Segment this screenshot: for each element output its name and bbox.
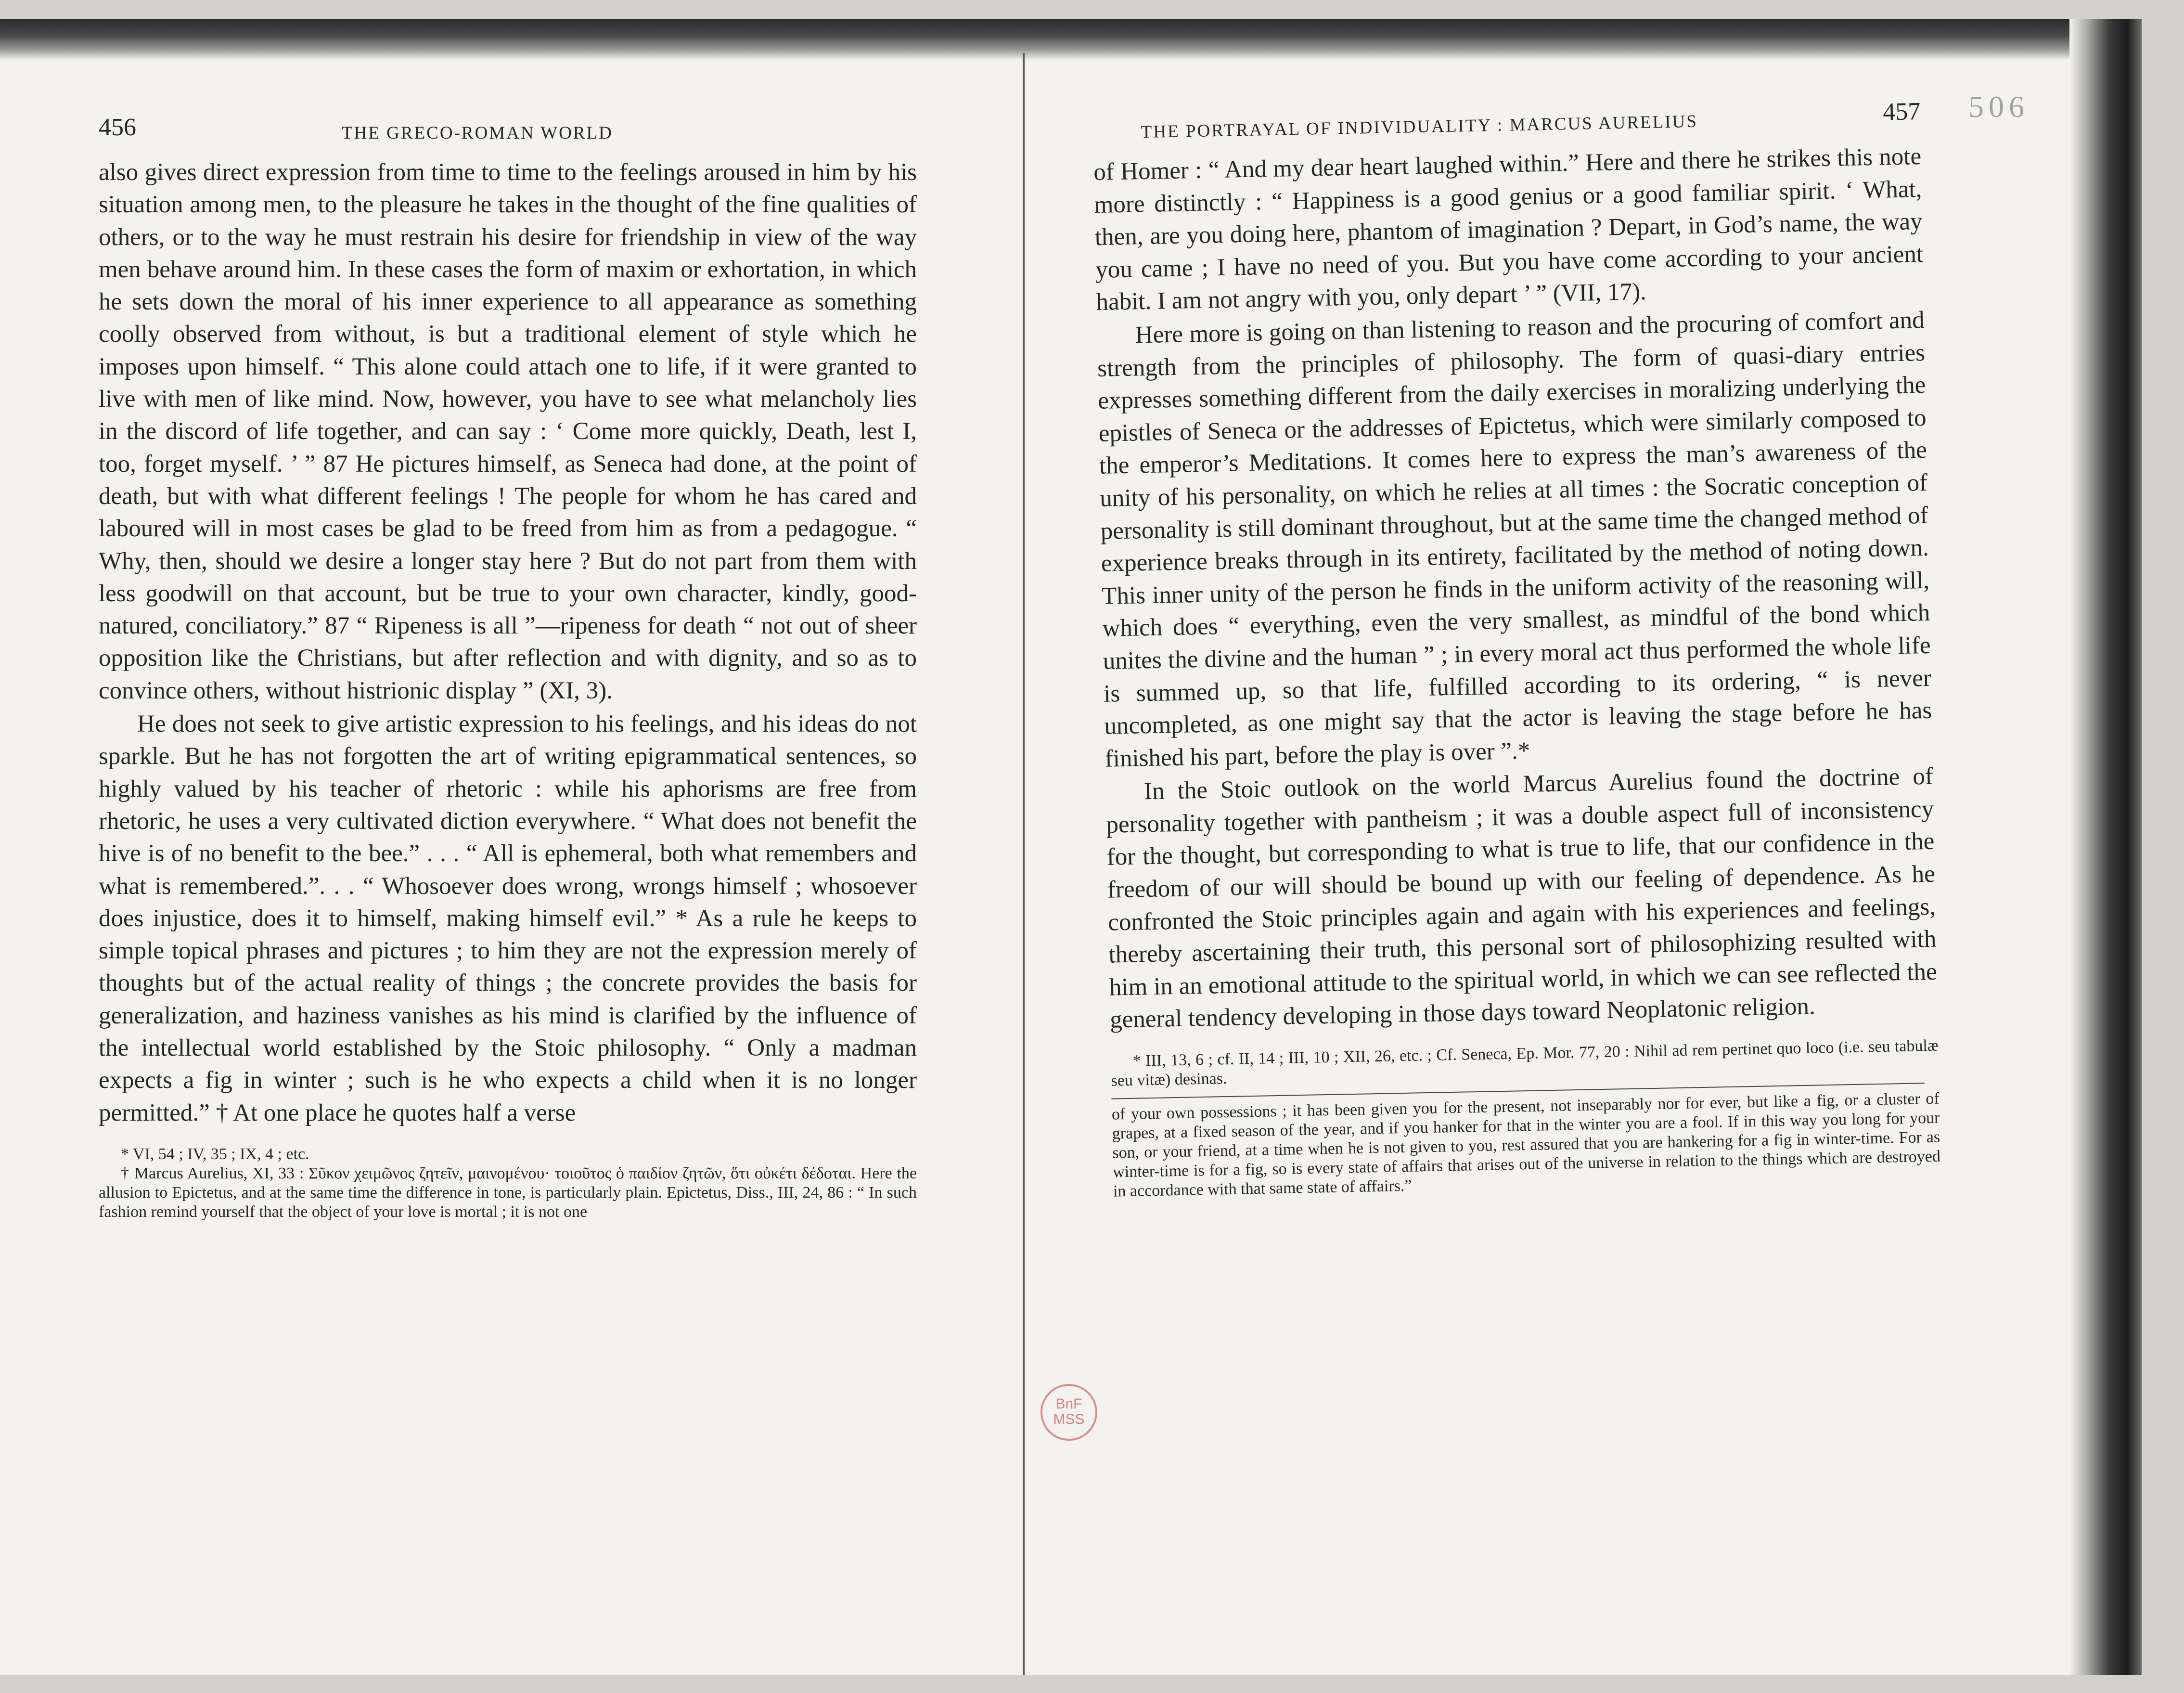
left-body xyxy=(99,156,917,1129)
folio-stamp: 506 xyxy=(1968,90,2029,124)
left-running-head xyxy=(99,113,917,156)
library-stamp-line1: BnF xyxy=(1055,1396,1082,1412)
continued-footnote: of your own possessions ; it has been given you for the present, not inseparably nor for ever, but like a fig, or a cluster of grapes, at a fixed season of the year, and if you hanker for that in the winter you are a fool. If in this way you long for your son, or your friend, at a time when he is not given to you, rest assured that you are hankering for a fig in winter-time. For as winter-time is for a fig, so is every state of affairs that arises out of the universe in relation to the things which are destroyed in accordance with that same state of affairs.” xyxy=(1111,1089,1941,1201)
library-stamp-line2: MSS xyxy=(1053,1411,1085,1427)
left-page xyxy=(99,113,917,1222)
left-footnote-2: † Marcus Aurelius, XI, 33 : Σῦκον χειμῶνος ζητεῖν, μαινομένου· τοιοῦτος ὁ παιδίον ζητῶν, ὅτι οὐκέτι δέδοται. Here the allusion to Epictetus, and at the same time the difference in tone, is particularly plain. Epictetus, Diss., III, 24, 86 : “ In such fashion remind yourself that the object of your love is mortal ; it is not one xyxy=(99,1164,917,1221)
right-running-title: THE PORTRAYAL OF INDIVIDUALITY : MARCUS AURELIUS xyxy=(1141,111,1698,142)
right-footnote-text: * III, 13, 6 ; cf. II, 14 ; III, 10 ; XII, 26, etc. ; Cf. Seneca, Ep. Mor. 77, 20 : Nihil ad rem pertinet quo loco (i.e. seu tabulæ seu vitæ) desinas. xyxy=(1111,1036,1939,1090)
library-stamp xyxy=(1041,1384,1097,1441)
right-page xyxy=(1092,97,1941,1202)
left-footnote-1: * VI, 54 ; IV, 35 ; IX, 4 ; etc. xyxy=(121,1145,309,1163)
left-paragraph-1: also gives direct expression from time to time to the feelings aroused in him by his situation among men, to the pleasure he takes in the thought of the fine qualities of others, or to the way he must restrain his desire for friendship in view of the way men behave around him. In these cases the form of maxim or exhortation, in which he sets down the moral of his inner experience to all appearance as something coolly observed from without, is but a traditional element of style which he imposes upon himself. “ This alone could attach one to life, if it were granted to live with men of like mind. Now, however, you have to see what melancholy lies in the discord of life together, and can say : ‘ Come more quickly, Death, lest I, too, forget myself. ’ ” 87 He pictures himself, as Seneca had done, at the point of death, but with what different feelings ! The people for whom he has cared and laboured will in most cases be glad to be freed from him as from a pedagogue. “ Why, then, should we desire a longer stay here ? But do not part from them with less goodwill on that account, but be true to your own character, kindly, good-natured, conciliatory.” 87 “ Ripeness is all ”—ripeness for death “ not out of sheer opposition like the Christians, but after reflection and with dignity, and so as to convince others, without histrionic display ” (XI, 3). xyxy=(99,159,917,704)
right-page-number: 457 xyxy=(1882,97,1921,126)
right-footnote xyxy=(1110,1036,1939,1091)
left-footnotes xyxy=(99,1145,917,1222)
left-paragraph-2: He does not seek to give artistic expression to his feelings, and his ideas do not sparkle. But he has not forgotten the art of writing epigrammatical sentences, so highly valued by his teacher of rhetoric : while his aphorisms are free from rhetoric, he uses a very cultivated diction everywhere. “ What does not benefit the hive is of no benefit to the bee.” . . . “ All is ephemeral, both what remembers and what is remembered.”. . . “ Whosoever does wrong, wrongs himself ; whosoever does injustice, does it to himself, making himself evil.” * As a rule he keeps to simple topical phrases and pictures ; to him they are not the expression merely of thoughts but of the actual reality of things ; the concrete provides the basis for generalization, and haziness vanishes as his mind is clarified by the influence of the intellectual world established by the Stoic philosophy. “ Only a madman expects a fig in winter ; such is he who expects a child when it is no longer permitted.” † At one place he quotes half a verse xyxy=(99,711,917,1126)
right-paragraph-2: Here more is going on than listening to reason and the procuring of comfort and strength from the principles of philosophy. The form of quasi-diary entries expresses something different from the daily exercises in moralizing underlying the epistles of Seneca or the addresses of Epictetus, which were similarly composed to the emperor’s Meditations. It comes here to express the man’s awareness of the unity of his personality, on which he relies at all times : the Socratic conception of personality is still dominant throughout, but at the same time the changed method of experience breaks through in its entirety, facilitated by the method of noting down. This inner unity of the person he finds in the uniform activity of the reasoning will, which does “ everything, even the very smallest, as mindful of the bond which unites the divine and the human ” ; in every moral act thus performed the whole life is summed up, so that life, fulfilled according to its ordering, “ is never uncompleted, as one might say that the actor is leaving the stage before he has finished his part, before the play is over ”.* xyxy=(1097,306,1932,773)
right-body xyxy=(1093,141,1938,1037)
page-gutter xyxy=(1023,53,1025,1675)
right-paragraph-1: of Homer : “ And my dear heart laughed within.” Here and there he strikes this note more distinctly : “ Happiness is a good genius or a good familiar spirit. ‘ What, then, are you doing here, phantom of imagination ? Depart, in God’s name, the way you came ; I have no need of you. But you have come according to your ancient habit. I am not angry with you, only depart ’ ” (VII, 17). xyxy=(1093,142,1924,316)
scan-shadow-right xyxy=(2069,19,2142,1675)
scan-shadow-top xyxy=(0,19,2142,60)
right-paragraph-3: In the Stoic outlook on the world Marcus Aurelius found the doctrine of personality together with pantheism ; it was a double aspect full of inconsistency for the thought, but corresponding to what is true to life, that our confidence in the freedom of our will should be bound up with our feeling of dependence. As he confronted the Stoic principles again and again with his experiences and feelings, thereby ascertaining their truth, this personal sort of philosophizing resulted with him in an emotional attitude to the spiritual world, in which we can see reflected the general tendency developing in those days toward Neoplatonic religion. xyxy=(1105,763,1938,1034)
left-page-number: 456 xyxy=(99,114,136,141)
left-running-title: THE GRECO-ROMAN WORLD xyxy=(342,123,613,143)
